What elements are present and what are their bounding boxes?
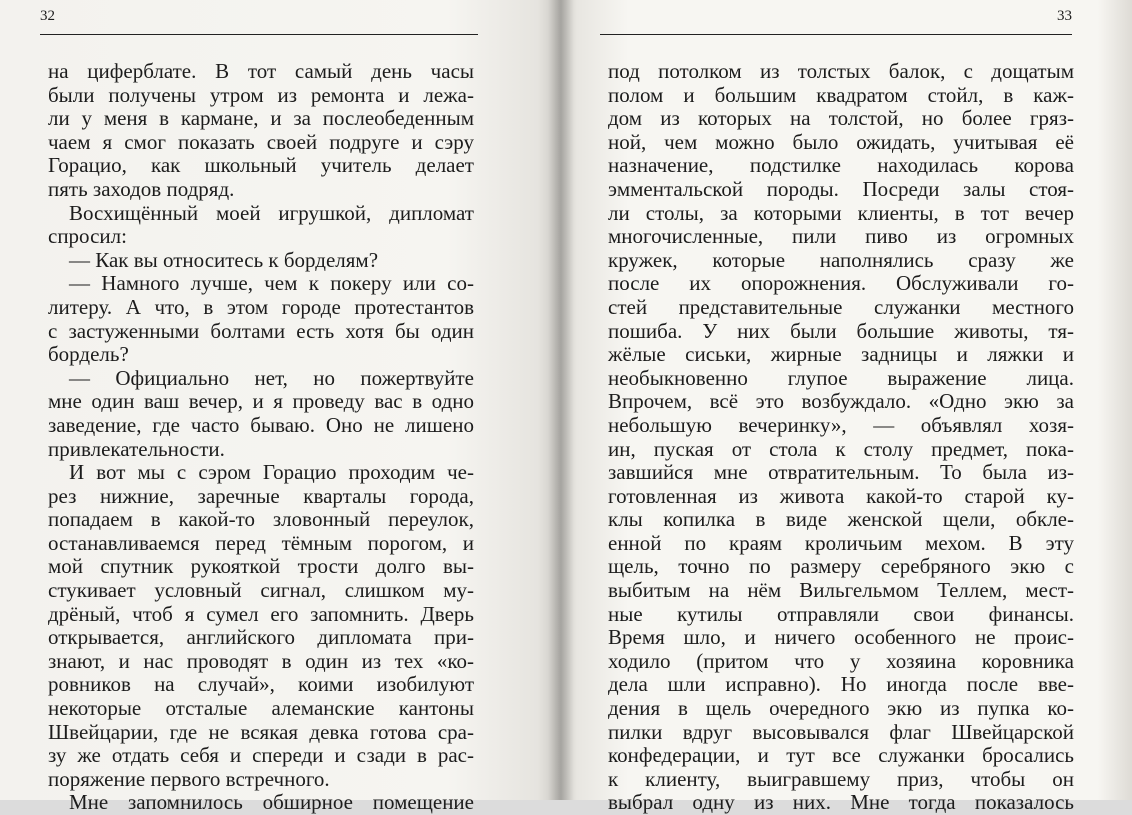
text-line: готовленная из живота какой-то старой ку-: [608, 483, 1074, 508]
text-line: ли столы, за которыми клиенты, в тот вечер: [608, 200, 1074, 225]
text-line: эмментальской породы. Посреди залы стоя-: [608, 176, 1074, 201]
text-line: чаем я смог показать своей подруге и сэру: [48, 129, 474, 154]
text-line: ли у меня в кармане, и за послеобеденным: [48, 106, 474, 131]
text-line: выбитым на нём Вильгельмом Теллем, мест-: [608, 578, 1074, 603]
right-page-text: [608, 60, 1074, 815]
text-line: мой спутник рукояткой трости долго вы-: [48, 554, 474, 579]
text-line: енной по краям кроличьим мехом. В эту: [608, 530, 1074, 555]
right-page-number: 33: [1057, 8, 1072, 24]
text-line: некоторые отсталые алеманские кантоны: [48, 696, 474, 721]
text-line: полом и большим квадратом стойл, в каж-: [608, 82, 1074, 107]
left-page-text: [48, 60, 474, 815]
text-line: открывается, английского дипломата при-: [48, 625, 474, 650]
text-line: кружек, которые наполнялись сразу же: [608, 247, 1074, 272]
text-line: дом из которых на толстой, но более гряз-: [608, 106, 1074, 131]
text-line: останавливаемся перед тёмным порогом, и: [48, 530, 474, 555]
text-line: Время шло, и ничего особенного не проис-: [608, 625, 1074, 650]
text-line: конфедерации, и тут все служанки бросались: [608, 743, 1074, 768]
text-line: зу же отдать себя и спереди и сзади в рас-: [48, 743, 474, 768]
text-line: — Как вы относитесь к борделям?: [69, 247, 379, 272]
text-line: рез нижние, заречные кварталы города,: [48, 483, 474, 508]
right-page-header: [600, 0, 1072, 35]
left-page: [0, 0, 560, 815]
text-line: пять заходов подряд.: [48, 176, 235, 201]
text-line: Швейцарии, где не всякая девка готова сра-: [48, 719, 474, 744]
left-page-header: [40, 0, 478, 35]
text-line: ровников на случай», коими изобилуют: [48, 672, 474, 697]
text-line: ные кутилы отправляли свои финансы.: [608, 601, 1074, 626]
right-page: [560, 0, 1132, 815]
text-line: с застуженными болтами есть хотя бы один: [48, 318, 474, 343]
text-line: спросил:: [48, 224, 127, 249]
text-line: привлекательности.: [48, 436, 225, 461]
text-line: стукивает условный сигнал, слишком му-: [48, 578, 474, 603]
text-line: небольшую вечеринку», — объявлял хозя-: [608, 412, 1074, 437]
text-line: попадаем в какой-то зловонный переулок,: [48, 507, 474, 532]
text-line: щель, точно по размеру серебряного экю с: [608, 554, 1074, 579]
text-line: были получены утром из ремонта и лежа-: [48, 82, 474, 107]
text-line: к клиенту, выигравшему приз, чтобы он: [608, 766, 1074, 791]
text-line: пошиба. У них были большие животы, тя-: [608, 318, 1074, 343]
text-line: клы копилка в виде женской щели, обкле-: [608, 507, 1074, 532]
text-line: Восхищённый моей игрушкой, дипломат: [69, 200, 474, 225]
text-line: Мне запомнилось обширное помещение: [69, 790, 474, 815]
text-line: заведение, где часто бываю. Оно не лишено: [48, 412, 474, 437]
text-line: на циферблате. В тот самый день часы: [48, 59, 474, 83]
text-line: знают, и нас проводят в один из тех «ко-: [48, 648, 474, 673]
text-line: назначение, подстилке находилась корова: [608, 153, 1074, 178]
text-line: И вот мы с сэром Горацио проходим че-: [69, 460, 474, 485]
text-line: дрёный, чтоб я сумел его запомнить. Дверь: [48, 601, 474, 626]
text-line: литеру. А что, в этом городе протестантов: [48, 294, 474, 319]
text-line: ной, чем можно было ожидать, учитывая её: [608, 129, 1074, 154]
text-line: Горацио, как школьный учитель делает: [48, 153, 474, 178]
text-line: — Официально нет, но пожертвуйте: [69, 365, 474, 390]
text-line: дения в щель очередного экю из пупка ко-: [608, 696, 1074, 721]
text-line: мне один ваш вечер, и я проведу вас в одно: [48, 389, 474, 414]
text-line: после их опорожнения. Обслуживали го-: [608, 271, 1074, 296]
text-line: жёлые сиськи, жирные задницы и ляжки и: [608, 342, 1074, 367]
text-line: выбрал одну из них. Мне тогда показалось: [608, 790, 1074, 815]
text-line: поряжение первого встречного.: [48, 766, 330, 791]
text-line: ин, пуская от стола к столу предмет, пока-: [608, 436, 1074, 461]
text-line: необыкновенно глупое выражение лица.: [608, 365, 1074, 390]
text-line: многочисленные, пили пиво из огромных: [608, 224, 1074, 249]
text-line: — Намного лучше, чем к покеру или со-: [69, 271, 474, 296]
text-line: бордель?: [48, 342, 129, 367]
text-line: дела шли исправно). Но иногда после вве-: [608, 672, 1074, 697]
text-line: стей представительные служанки местного: [608, 294, 1074, 319]
text-line: ходило (притом что у хозяина коровника: [608, 648, 1074, 673]
text-line: завшийся мне отвратительным. То была из-: [608, 460, 1074, 485]
text-line: Впрочем, всё это возбуждало. «Одно экю за: [608, 389, 1074, 414]
left-page-number: 32: [40, 8, 55, 24]
book-gutter-shadow: [548, 0, 574, 800]
text-line: пилки вдруг высовывался флаг Швейцарской: [608, 719, 1074, 744]
text-line: под потолком из толстых балок, с дощатым: [608, 59, 1074, 83]
